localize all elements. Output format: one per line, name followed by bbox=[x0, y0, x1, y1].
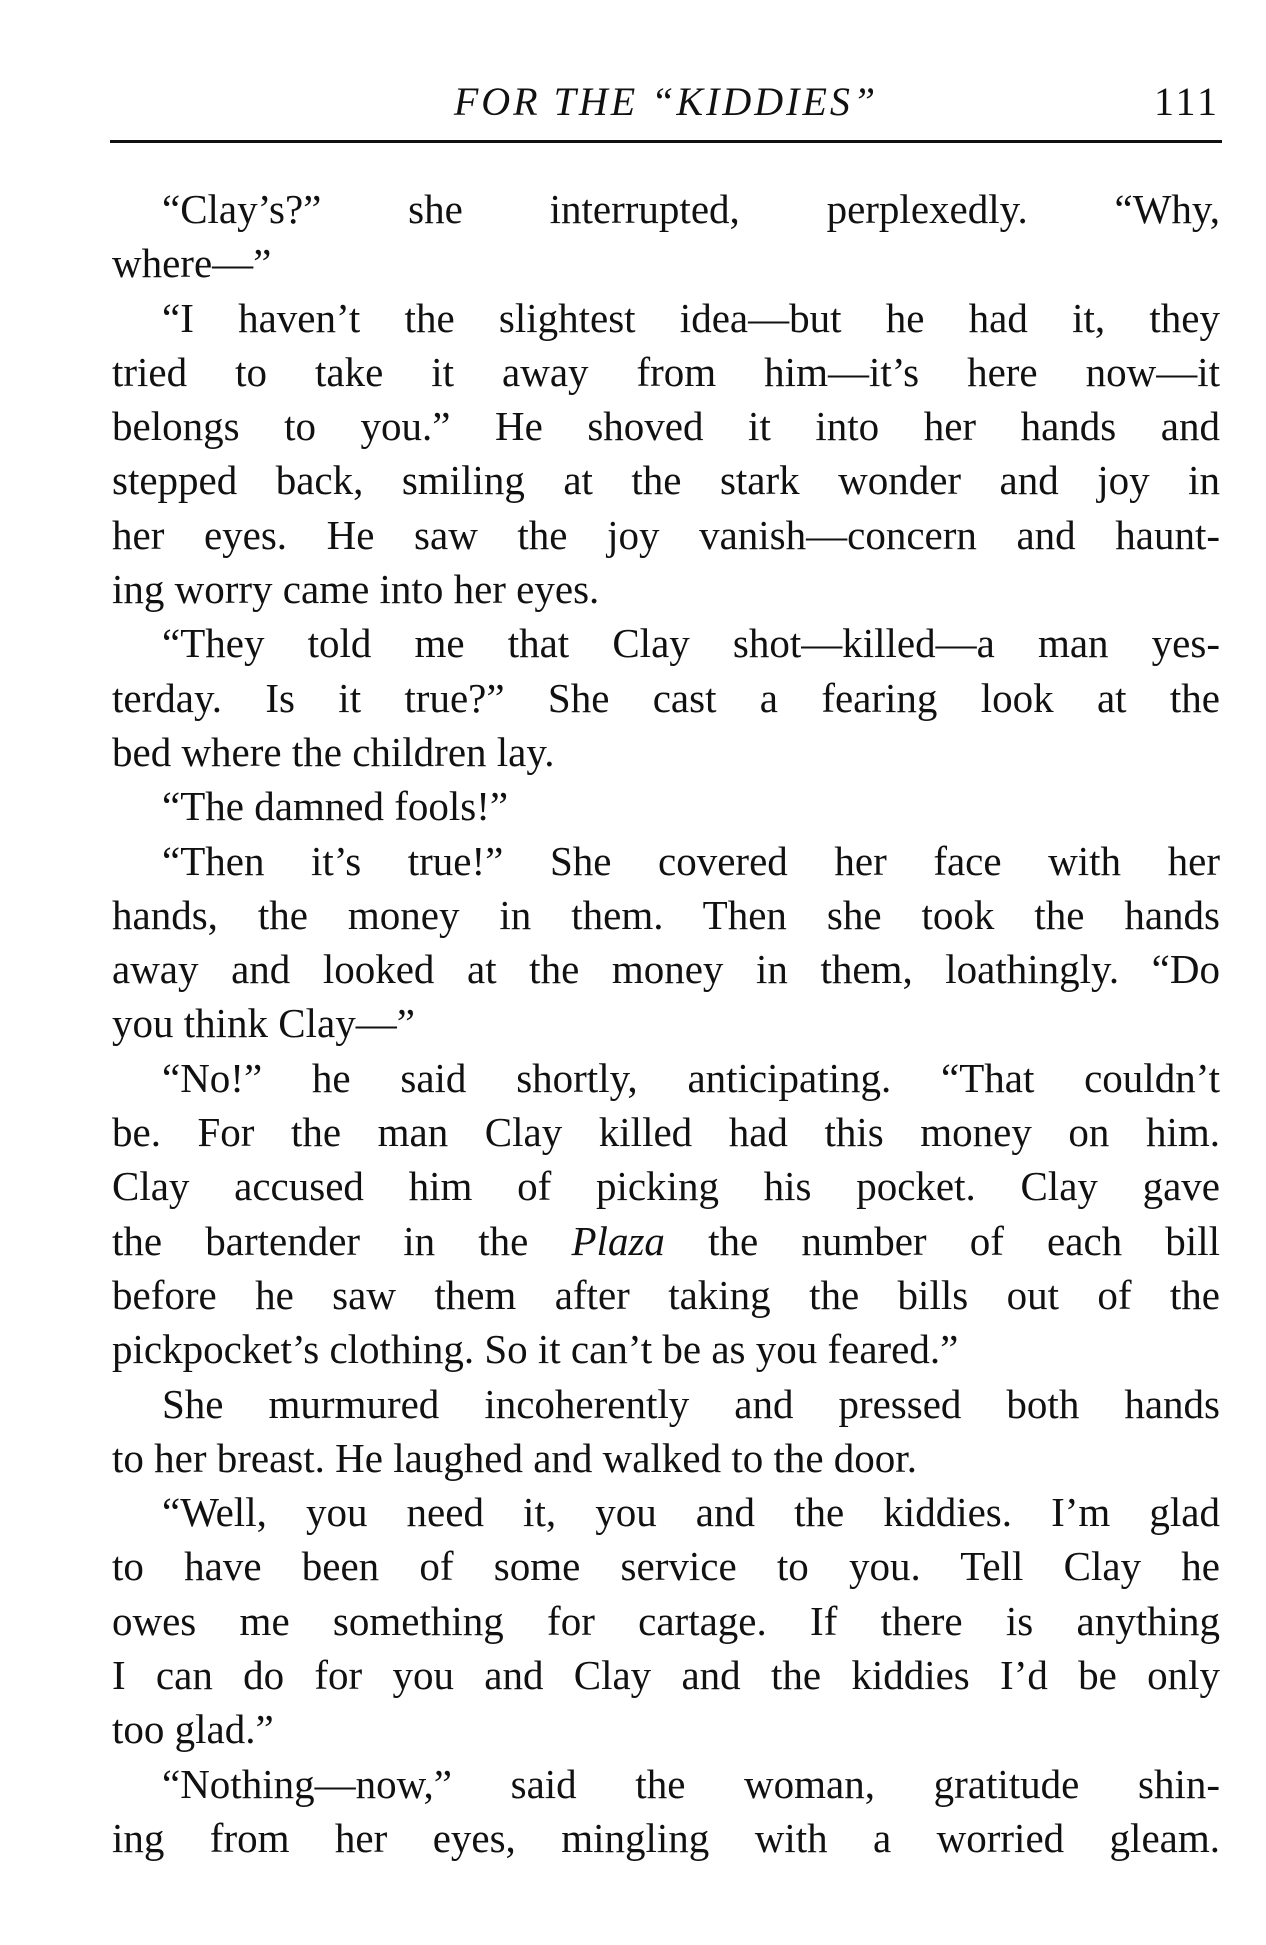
page-header bbox=[112, 70, 1220, 130]
text-line: belongs to you.” He shoved it into her hands and bbox=[112, 403, 1220, 450]
text-segment: the number of each bill bbox=[664, 1217, 1220, 1264]
text-line: stepped back, smiling at the stark wonder and joy in bbox=[112, 457, 1220, 504]
text-line: to her breast. He laughed and walked to the door. bbox=[112, 1434, 917, 1481]
text-line: before he saw them after taking the bills out of the bbox=[112, 1271, 1220, 1318]
text-line: you think Clay—” bbox=[112, 1000, 415, 1047]
text-line: too glad.” bbox=[112, 1706, 274, 1753]
text-line: owes me something for cartage. If there is anything bbox=[112, 1597, 1220, 1644]
text-line: ing from her eyes, mingling with a worried gleam. bbox=[112, 1814, 1220, 1861]
text-line: “I haven’t the slightest idea—but he had it, they bbox=[162, 294, 1220, 341]
text-line: “No!” he said shortly, anticipating. “That couldn’t bbox=[162, 1054, 1220, 1101]
text-line: pickpocket’s clothing. So it can’t be as you feared.” bbox=[112, 1326, 959, 1373]
text-line: “Well, you need it, you and the kiddies. I’m glad bbox=[162, 1489, 1220, 1536]
text-segment: the bartender in the bbox=[112, 1217, 572, 1264]
text-line: away and looked at the money in them, loathingly. “Do bbox=[112, 946, 1220, 993]
text-line: “Then it’s true!” She covered her face with her bbox=[162, 837, 1220, 884]
text-line: bed where the children lay. bbox=[112, 728, 555, 775]
text-line: Clay accused him of picking his pocket. Clay gave bbox=[112, 1163, 1220, 1210]
text-line: tried to take it away from him—it’s here now—it bbox=[112, 348, 1220, 395]
body-text bbox=[112, 182, 1220, 1865]
text-line: ing worry came into her eyes. bbox=[112, 566, 600, 613]
text-line: hands, the money in them. Then she took the hands bbox=[112, 891, 1220, 938]
text-line: “They told me that Clay shot—killed—a man yes- bbox=[162, 620, 1220, 667]
header-rule bbox=[110, 140, 1222, 143]
running-head: FOR THE “KIDDIES” bbox=[453, 79, 879, 124]
text-line: be. For the man Clay killed had this money on him. bbox=[112, 1109, 1220, 1156]
text-line: She murmured incoherently and pressed both hands bbox=[162, 1380, 1220, 1427]
page-number: 111 bbox=[1153, 79, 1220, 124]
text-line: “The damned fools!” bbox=[162, 783, 509, 830]
text-line: where—” bbox=[112, 240, 272, 287]
italic-place-name: Plaza bbox=[571, 1217, 665, 1264]
text-line: “Nothing—now,” said the woman, gratitude shin- bbox=[162, 1760, 1220, 1807]
text-line: to have been of some service to you. Tell Clay he bbox=[112, 1543, 1220, 1590]
text-line: I can do for you and Clay and the kiddies I’d be only bbox=[112, 1652, 1220, 1699]
text-line bbox=[112, 1214, 1220, 1268]
text-line: her eyes. He saw the joy vanish—concern and haunt- bbox=[112, 511, 1220, 558]
text-line: “Clay’s?” she interrupted, perplexedly. “Why, bbox=[162, 186, 1220, 232]
text-line: terday. Is it true?” She cast a fearing look at the bbox=[112, 674, 1220, 721]
